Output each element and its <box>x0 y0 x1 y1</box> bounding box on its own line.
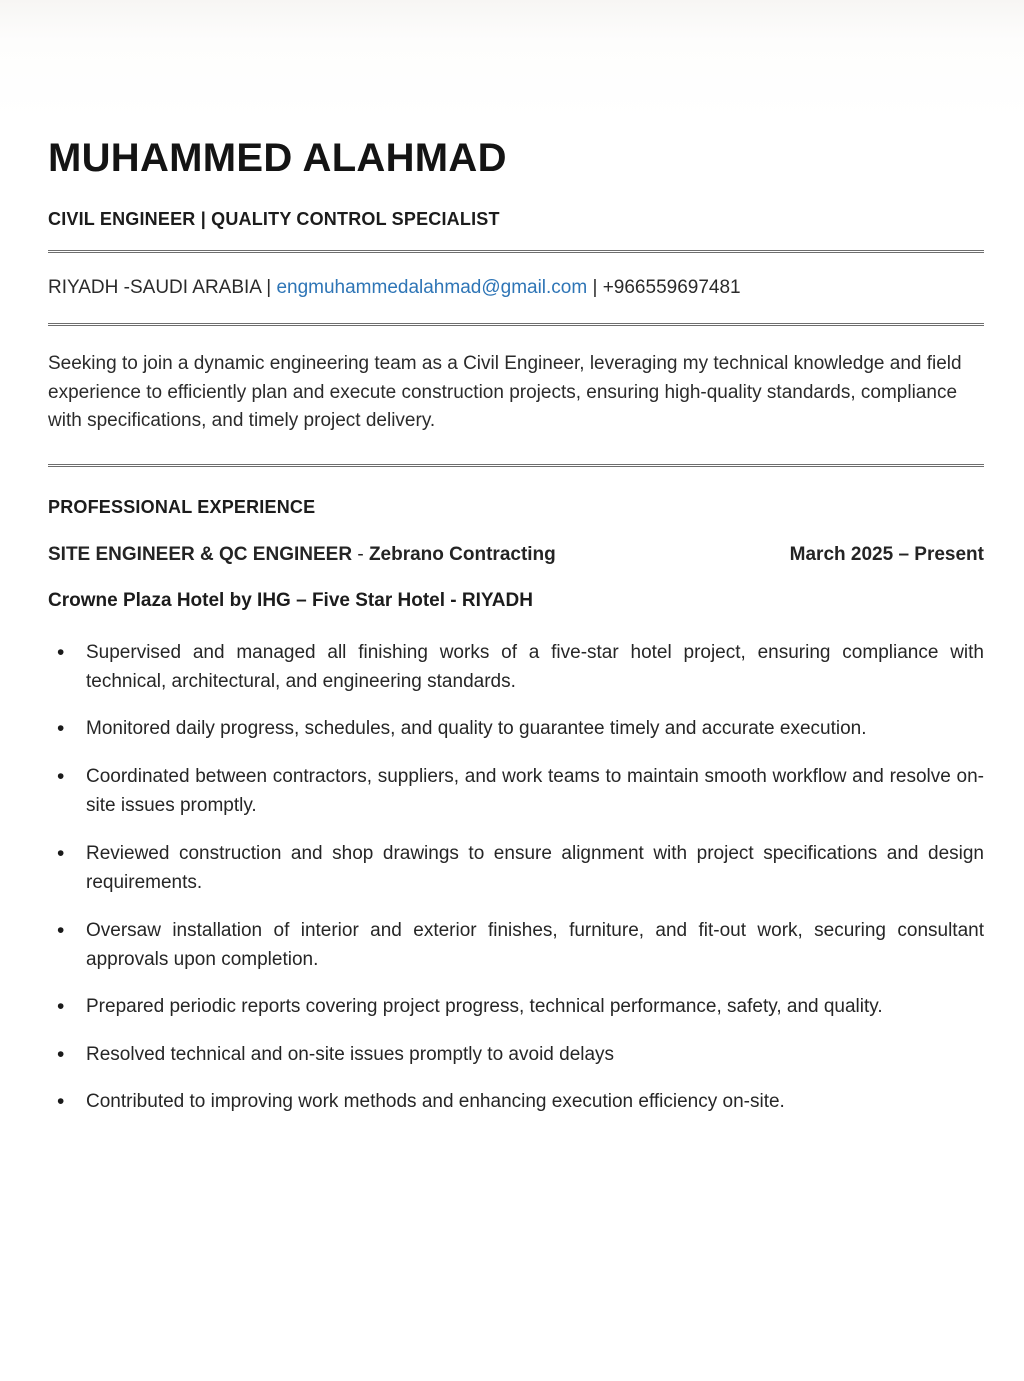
contact-separator-2: | <box>587 277 603 298</box>
contact-line <box>48 277 984 299</box>
objective-summary: Seeking to join a dynamic engineering team as a Civil Engineer, leveraging my technical knowledge and field experience to efficiently plan and execute construction projects, ensuring high-quality standards, compliance with specifications, and timely project delivery. <box>48 353 962 431</box>
experience-bullet: • Monitored daily progress, schedules, and quality to guarantee timely and accurate execution. <box>48 714 984 743</box>
job-dates: March 2025 – Present <box>789 543 984 565</box>
divider-summary <box>48 464 984 467</box>
divider-contact <box>48 323 984 326</box>
job-company: Zebrano Contracting <box>368 543 556 565</box>
job-title: SITE ENGINEER & QC ENGINEER <box>48 543 353 565</box>
email-link[interactable]: engmuhammedalahmad@gmail.com <box>276 277 588 298</box>
job-title-separator: - <box>352 543 369 565</box>
job-project: Crowne Plaza Hotel by IHG – Five Star Hotel - RIYADH <box>48 589 533 611</box>
section-title-professional-experience: PROFESSIONAL EXPERIENCE <box>48 496 316 517</box>
experience-bullet-list <box>48 638 984 1117</box>
candidate-name: MUHAMMED ALAHMAD <box>48 136 507 180</box>
experience-bullet: • Contributed to improving work methods and enhancing execution efficiency on-site. <box>48 1087 984 1116</box>
experience-bullet: • Supervised and managed all finishing works of a five-star hotel project, ensuring compliance with technical, architectural, and engineering standards. <box>48 638 984 697</box>
experience-bullet: • Oversaw installation of interior and exterior finishes, furniture, and fit-out work, securing consultant approvals upon completion. <box>48 916 984 975</box>
experience-bullet: • Reviewed construction and shop drawings to ensure alignment with project specifications and design requirements. <box>48 839 984 898</box>
contact-phone: +966559697481 <box>602 277 741 298</box>
divider-top <box>48 250 984 253</box>
experience-bullet: • Resolved technical and on-site issues promptly to avoid delays <box>48 1040 984 1069</box>
experience-bullet: • Prepared periodic reports covering project progress, technical performance, safety, and quality. <box>48 992 984 1021</box>
experience-bullet: • Coordinated between contractors, suppliers, and work teams to maintain smooth workflow and resolve on-site issues promptly. <box>48 762 984 821</box>
job-title-line <box>48 544 556 566</box>
contact-separator-1: | <box>260 277 277 298</box>
candidate-headline: CIVIL ENGINEER | QUALITY CONTROL SPECIALIST <box>48 209 500 229</box>
job-header-row <box>48 544 984 566</box>
contact-location: RIYADH -SAUDI ARABIA <box>48 277 261 298</box>
